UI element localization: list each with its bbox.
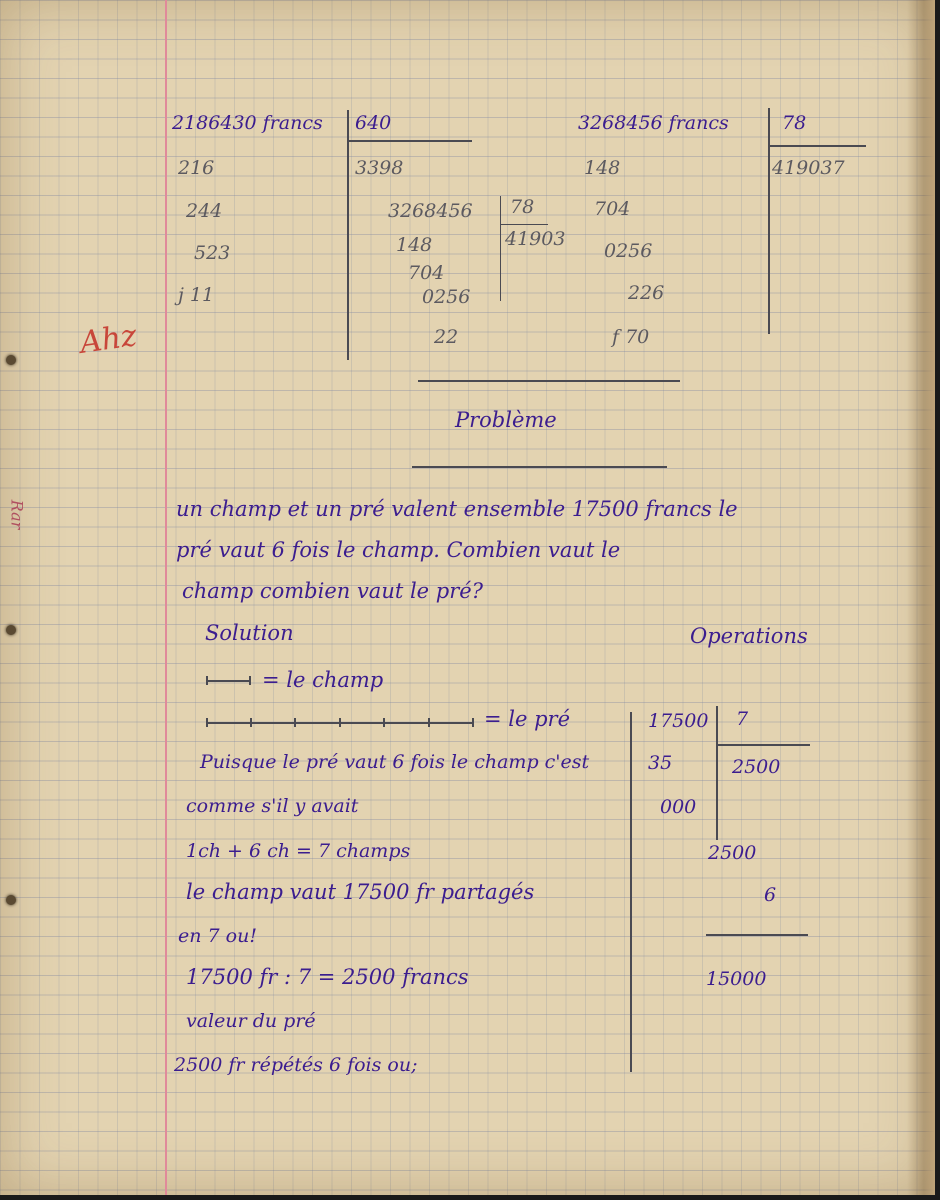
division-3-quotient: 419037	[772, 157, 845, 179]
division-1-quotient: 3398	[355, 157, 404, 179]
solution-title: Solution	[205, 621, 294, 645]
pre-tick	[206, 718, 208, 727]
division-1-step: 216	[178, 157, 215, 179]
division-3-step: 704	[594, 198, 631, 220]
solution-line: valeur du pré	[186, 1010, 316, 1032]
pre-tick	[383, 718, 385, 727]
problem-line: un champ et un pré valent ensemble 17500 francs le	[176, 497, 738, 521]
division-1-vertical	[347, 110, 349, 360]
division-3-step: 0256	[604, 240, 653, 262]
ops-dividend: 17500	[648, 710, 709, 732]
division-1-dividend: 2186430 francs	[172, 112, 323, 134]
division-2-bar	[500, 224, 548, 225]
ops-step: 000	[660, 796, 697, 818]
binding-hole	[6, 625, 16, 635]
division-3-divisor: 78	[782, 112, 807, 134]
solution-line: 1ch + 6 ch = 7 champs	[186, 840, 411, 862]
division-1-bar	[347, 140, 472, 142]
separator-line	[418, 380, 680, 382]
solution-line: le champ vaut 17500 fr partagés	[186, 880, 535, 904]
division-2-step: 704	[408, 262, 445, 284]
pre-tick	[472, 718, 474, 727]
division-1-step: j 11	[178, 284, 215, 306]
pre-tick	[250, 718, 252, 727]
division-1-step: 523	[194, 242, 231, 264]
mult-by: 6	[764, 884, 777, 906]
division-2-dividend: 3268456	[388, 200, 473, 222]
problem-line: pré vaut 6 fois le champ. Combien vaut le	[176, 538, 621, 562]
solution-line: 2500 fr répétés 6 fois ou;	[174, 1054, 418, 1076]
division-3-step: 226	[628, 282, 665, 304]
solution-line: en 7 ou!	[178, 925, 257, 947]
ops-vertical	[716, 706, 718, 840]
teacher-mark: Ahz	[77, 318, 139, 361]
pre-tick	[294, 718, 296, 727]
division-3-vertical	[768, 108, 770, 334]
side-mark: Rar	[7, 499, 27, 530]
ops-step: 35	[648, 752, 673, 774]
division-3-step: 148	[584, 157, 621, 179]
margin-line	[165, 0, 167, 1195]
problem-line: champ combien vaut le pré?	[182, 579, 483, 603]
solution-line: 17500 fr : 7 = 2500 francs	[186, 965, 469, 989]
division-2-vertical	[500, 196, 501, 301]
division-1-step: 244	[186, 200, 223, 222]
division-2-quotient: 41903	[505, 228, 566, 250]
division-3-step: f 70	[612, 326, 650, 348]
ops-quotient: 2500	[732, 756, 781, 778]
pre-tick	[428, 718, 430, 727]
division-3-bar	[768, 145, 866, 147]
mult-bar	[706, 934, 808, 936]
mult-result: 15000	[706, 968, 767, 990]
page-edge	[907, 0, 935, 1195]
division-2-step: 22	[434, 326, 459, 348]
solution-line: Puisque le pré vaut 6 fois le champ c'est	[200, 751, 590, 773]
legend-champ: = le champ	[262, 668, 384, 692]
division-2-step: 148	[396, 234, 433, 256]
legend-pre: = le pré	[484, 707, 570, 731]
champ-tick	[249, 676, 251, 685]
heading-underline	[412, 466, 667, 468]
mult-top: 2500	[708, 842, 757, 864]
champ-tick	[206, 676, 208, 685]
operations-divider	[630, 712, 632, 1072]
division-2-step: 0256	[422, 286, 471, 308]
binding-hole	[6, 895, 16, 905]
division-2-divisor: 78	[510, 196, 535, 218]
ops-bar	[716, 744, 810, 746]
ops-divisor: 7	[736, 708, 749, 730]
problem-heading: Problème	[455, 408, 557, 432]
operations-title: Operations	[690, 624, 808, 648]
division-3-dividend: 3268456 francs	[578, 112, 729, 134]
champ-segment	[206, 680, 251, 682]
division-1-divisor: 640	[355, 112, 392, 134]
pre-tick	[339, 718, 341, 727]
binding-hole	[6, 355, 16, 365]
solution-line: comme s'il y avait	[186, 795, 359, 817]
